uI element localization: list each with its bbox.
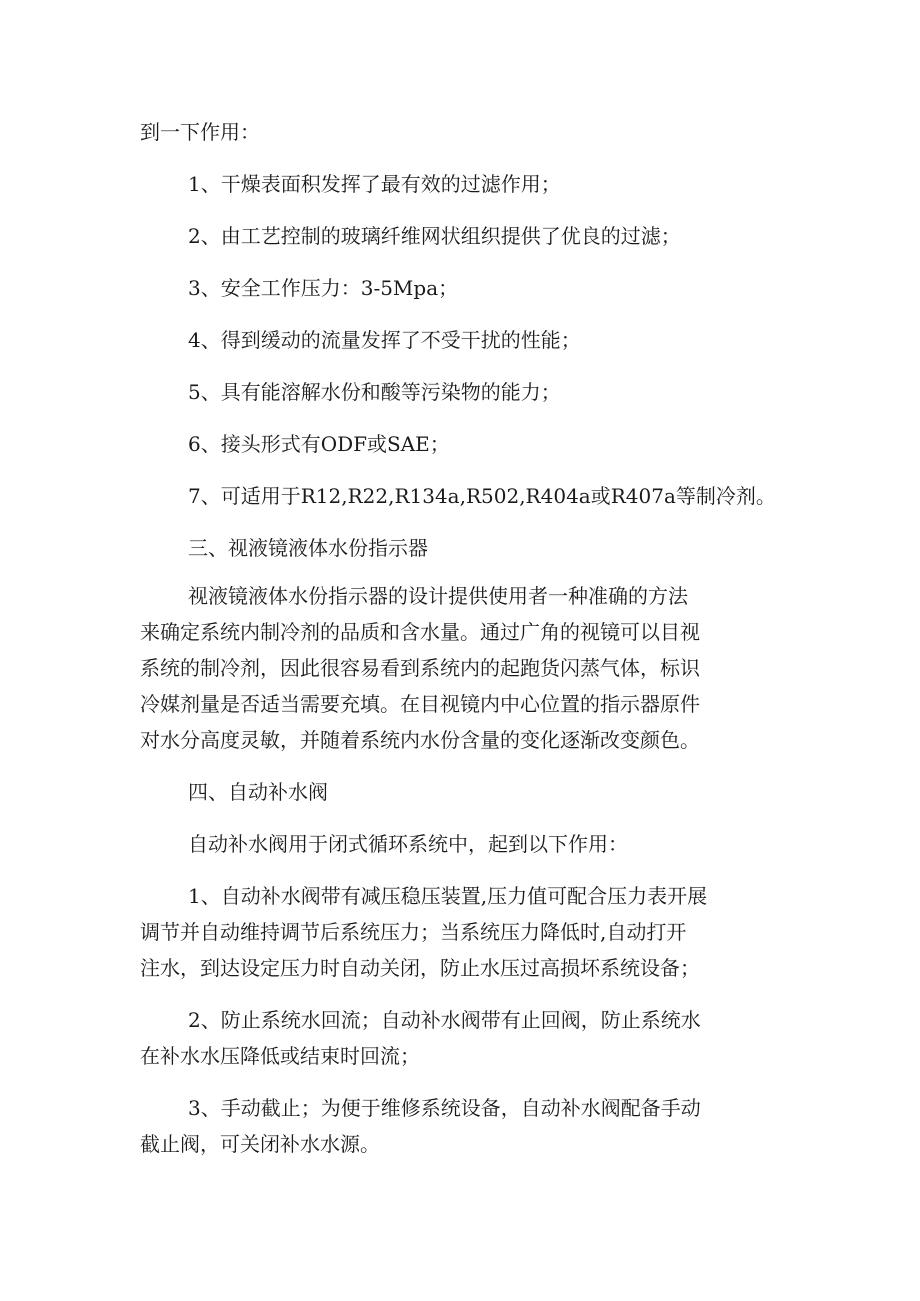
section3-para-line: 冷媒剂量是否适当需要充填。在目视镜内中心位置的指示器原件 <box>140 692 700 716</box>
section3-para-line: 视液镜液体水份指示器的设计提供使用者一种准确的方法 <box>188 584 688 608</box>
intro-tail: 到一下作用： <box>140 120 260 144</box>
valve-item-line: 注水，到达设定压力时自动关闭，防止水压过高损坏系统设备； <box>140 956 700 980</box>
section3-heading: 三、视液镜液体水份指示器 <box>188 536 428 560</box>
section4-heading: 四、自动补水阀 <box>188 780 328 804</box>
filter-item: 1、干燥表面积发挥了最有效的过滤作用； <box>188 172 561 196</box>
valve-item-line: 2、防止系统水回流；自动补水阀带有止回阀，防止系统水 <box>188 1008 701 1032</box>
valve-item-line: 在补水水压降低或结束时回流； <box>140 1044 420 1068</box>
valve-item-line: 1、自动补水阀带有减压稳压装置,压力值可配合压力表开展 <box>188 884 708 908</box>
filter-item: 6、接头形式有ODF或SAE； <box>188 432 450 456</box>
section3-para-line: 系统的制冷剂，因此很容易看到系统内的起跑货闪蒸气体，标识 <box>140 656 700 680</box>
filter-item: 4、得到缓动的流量发挥了不受干扰的性能； <box>188 328 581 352</box>
filter-item: 5、具有能溶解水份和酸等污染物的能力； <box>188 380 561 404</box>
valve-item-line: 调节并自动维持调节后系统压力；当系统压力降低时,自动打开 <box>140 920 687 944</box>
section3-para-line: 对水分高度灵敏，并随着系统内水份含量的变化逐渐改变颜色。 <box>140 728 700 752</box>
valve-item-line: 3、手动截止；为便于维修系统设备，自动补水阀配备手动 <box>188 1096 701 1120</box>
filter-item: 2、由工艺控制的玻璃纤维网状组织提供了优良的过滤； <box>188 224 681 248</box>
filter-item: 7、可适用于R12,R22,R134a,R502,R404a或R407a等制冷剂。 <box>188 484 776 508</box>
filter-item: 3、安全工作压力：3-5Mpa； <box>188 276 459 300</box>
section4-intro: 自动补水阀用于闭式循环系统中，起到以下作用： <box>188 832 628 856</box>
valve-item-line: 截止阀，可关闭补水水源。 <box>140 1132 380 1156</box>
section3-para-line: 来确定系统内制冷剂的品质和含水量。通过广角的视镜可以目视 <box>140 620 700 644</box>
